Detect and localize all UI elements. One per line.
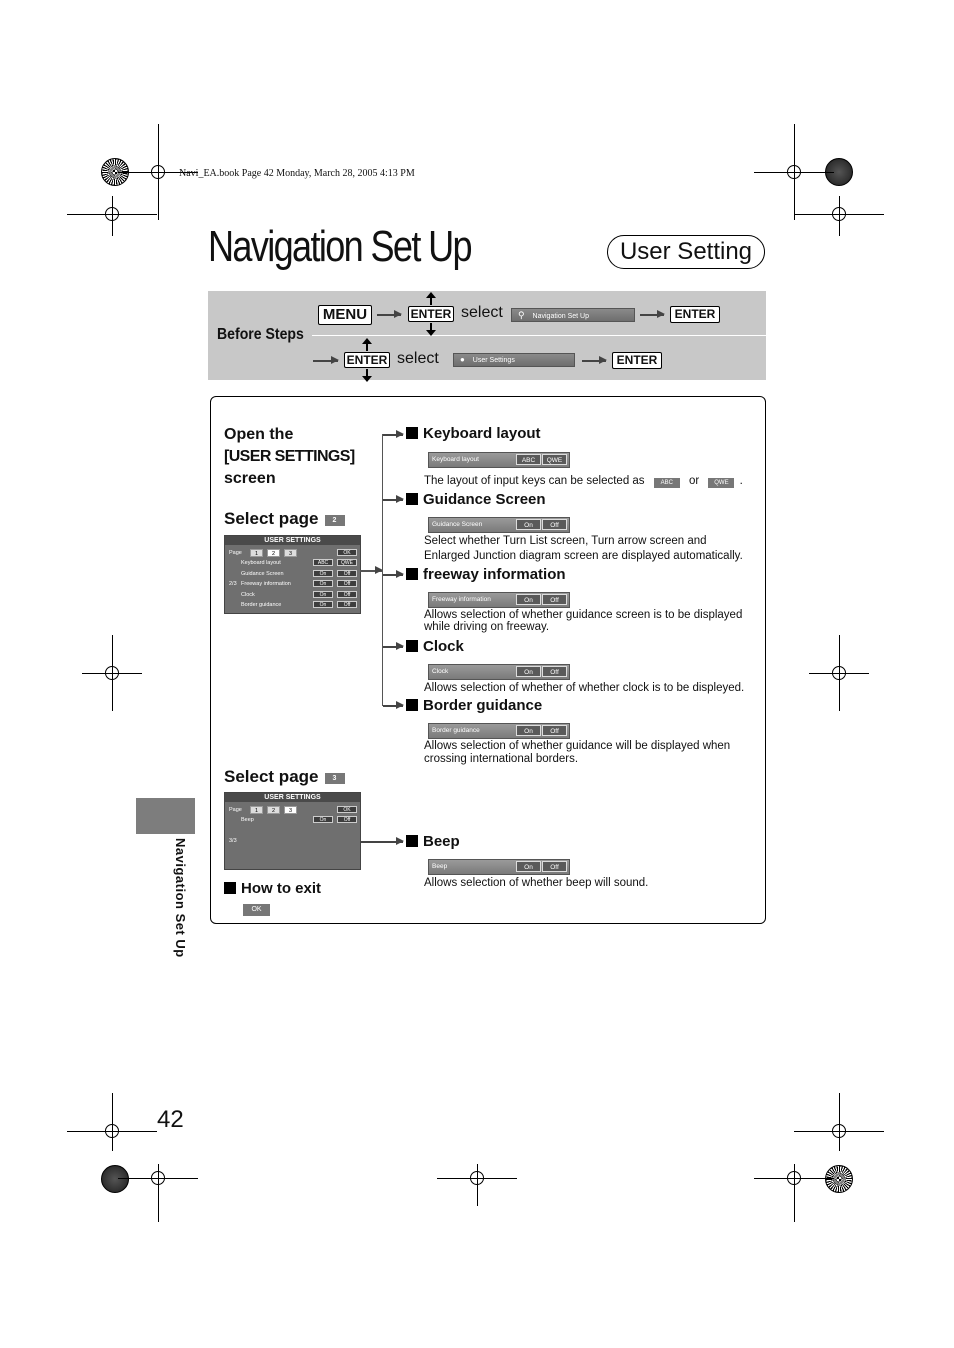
bullet-square-icon [406, 835, 418, 847]
beep-setting: Beep On Off [428, 859, 570, 875]
menu-item-navigation-set-up: ⚲ Navigation Set Up [511, 308, 635, 322]
abc-key: ABC [654, 478, 680, 488]
chapter-side-label: Navigation Set Up [173, 838, 188, 958]
arrow-icon [383, 705, 403, 707]
page-button-2: 2 [267, 549, 280, 557]
freeway-information-description: Allows selection of whether guidance screen is to be displayed while driving on freeway. [424, 609, 743, 633]
open-screen-heading: Open the [USER SETTINGS] screen [224, 426, 355, 487]
section-badge: User Setting [607, 235, 765, 269]
arrow-icon [383, 574, 403, 576]
guidance-screen-description: Select whether Turn List screen, Turn arrow screen and Enlarged Junction diagram screen are displayed automatically. [424, 535, 743, 562]
menu-key: MENU [318, 305, 372, 325]
select-word: select [397, 350, 439, 367]
page-button-3: 3 [284, 549, 297, 557]
arrow-icon [377, 314, 401, 316]
wrench-icon: ⚲ [518, 310, 525, 320]
before-steps-label: Before Steps [217, 326, 304, 343]
screen-title: USER SETTINGS [225, 793, 360, 802]
registration-mark-icon [825, 1165, 853, 1193]
enter-key: ENTER [344, 352, 390, 368]
guidance-screen-setting: Guidance Screen On Off [428, 517, 570, 533]
down-arrow-icon [430, 323, 432, 331]
border-guidance-description: Allows selection of whether guidance will be displayed when crossing international borders. [424, 740, 731, 765]
page-button-1: 1 [250, 806, 263, 814]
chapter-tab [136, 798, 195, 834]
border-guidance-heading: Border guidance [406, 697, 542, 714]
arrow-icon [383, 646, 403, 648]
up-arrow-icon [366, 343, 368, 351]
clock-setting: Clock On Off [428, 664, 570, 680]
divider [312, 335, 766, 336]
keyboard-layout-setting: Keyboard layout ABC QWE [428, 452, 570, 468]
user-settings-screen-page-2: USER SETTINGS Page 1 2 3 OK 2/3 Keyboard layout ABC QWE Guidance Screen On Off Freeway information On Off Clock On Off Border guidance On Off [224, 535, 361, 614]
qwe-key: QWE [708, 478, 734, 488]
up-arrow-icon [430, 297, 432, 305]
file-header-meta: Navi_EA.book Page 42 Monday, March 28, 2005 4:13 PM [179, 168, 415, 179]
page-button-3: 3 [284, 806, 297, 814]
arrow-icon [313, 360, 338, 362]
select-page-2-heading: Select page 2 [224, 509, 345, 529]
freeway-information-heading: freeway information [406, 566, 566, 583]
keyboard-layout-heading: Keyboard layout [406, 425, 541, 442]
keyboard-layout-description: The layout of input keys can be selected as ABC or QWE . [424, 475, 743, 487]
page-badge: 3 [325, 773, 345, 784]
arrow-icon [640, 314, 664, 316]
clock-description: Allows selection of whether of whether clock is to be displeyed. [424, 682, 745, 694]
arrow-icon [360, 570, 382, 572]
clock-heading: Clock [406, 638, 464, 655]
freeway-information-setting: Freeway information On Off [428, 592, 570, 608]
registration-mark-icon [101, 1165, 129, 1193]
page-title: Navigation Set Up [208, 222, 471, 271]
how-to-exit-heading: How to exit [224, 880, 321, 897]
ok-button-sample: OK [243, 904, 270, 916]
user-icon: ● [460, 355, 465, 364]
beep-heading: Beep [406, 833, 460, 850]
bullet-square-icon [406, 427, 418, 439]
enter-key: ENTER [670, 306, 720, 323]
arrow-icon [383, 434, 403, 436]
screen-title: USER SETTINGS [225, 536, 360, 545]
user-settings-screen-page-3: USER SETTINGS Page 1 2 3 OK Beep On Off 3/3 [224, 792, 361, 870]
menu-item-user-settings: ● User Settings [453, 353, 575, 367]
page-button-1: 1 [250, 549, 263, 557]
ok-button: OK [337, 806, 357, 813]
ok-button: OK [337, 549, 357, 556]
select-word: select [461, 304, 503, 321]
enter-key: ENTER [612, 352, 662, 369]
enter-key: ENTER [408, 306, 454, 322]
bullet-square-icon [406, 568, 418, 580]
arrow-icon [582, 360, 606, 362]
bullet-square-icon [406, 699, 418, 711]
arrow-icon [360, 841, 403, 843]
bullet-square-icon [224, 882, 236, 894]
select-page-3-heading: Select page 3 [224, 767, 345, 787]
guidance-screen-heading: Guidance Screen [406, 491, 546, 508]
bullet-square-icon [406, 640, 418, 652]
page-button-2: 2 [267, 806, 280, 814]
arrow-icon [383, 499, 403, 501]
page-badge: 2 [325, 515, 345, 526]
page-number: 42 [157, 1106, 184, 1133]
down-arrow-icon [366, 369, 368, 377]
bullet-square-icon [406, 493, 418, 505]
border-guidance-setting: Border guidance On Off [428, 723, 570, 739]
connector-line [382, 434, 383, 706]
beep-description: Allows selection of whether beep will sound. [424, 877, 649, 889]
